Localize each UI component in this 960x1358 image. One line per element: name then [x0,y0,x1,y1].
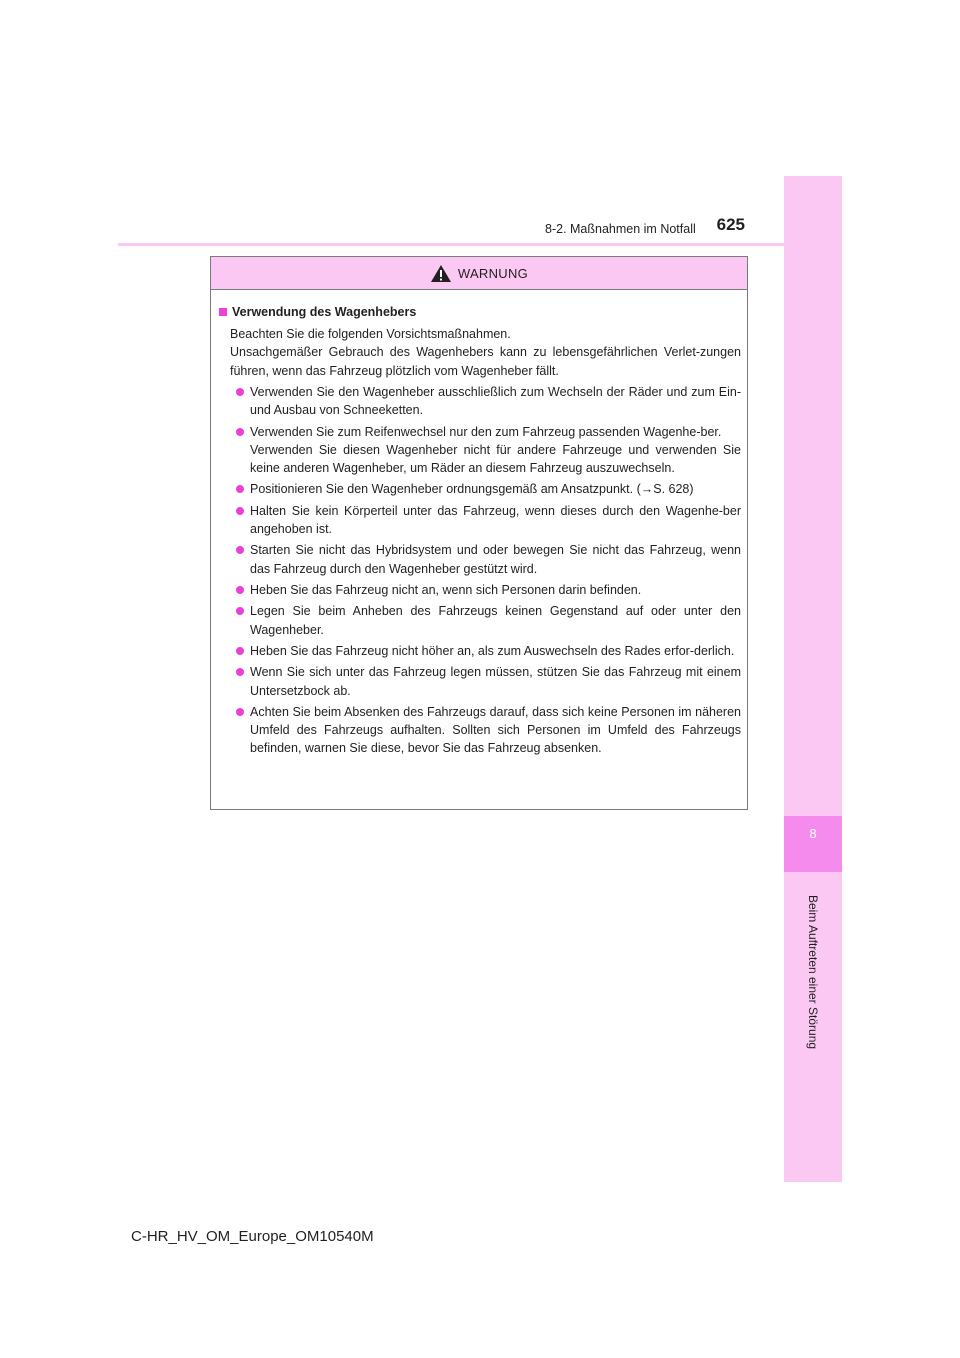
intro-line: Beachten Sie die folgenden Vorsichtsmaßnahmen. [230,327,511,342]
bullet-dot-icon [236,708,244,716]
square-bullet-icon [219,308,227,316]
chapter-label: Beim Auftreten einer Störung [806,894,820,1050]
bullet-dot-icon [236,507,244,515]
list-item: Starten Sie nicht das Hybridsystem und oder bewegen Sie nicht das Fahrzeug, wenn das Fahrzeug durch den Wagenheber gestützt wird. [219,541,741,577]
list-item: Verwenden Sie zum Reifenwechsel nur den zum Fahrzeug passenden Wagenhe-ber. Verwenden Sie diesen Wagenheber nicht für andere Fahrzeuge und verwenden Sie keine anderen Wagenheber, um Räder an diesem Fahrzeug auszuwechseln. [219,423,741,478]
list-item: Heben Sie das Fahrzeug nicht höher an, als zum Auswechseln des Rades erfor-derlich. [219,642,741,660]
chapter-number: 8 [809,826,817,841]
bullet-dot-icon [236,647,244,655]
warning-intro [230,325,741,380]
bullet-dot-icon [236,388,244,396]
document-id: C-HR_HV_OM_Europe_OM10540M [131,1228,374,1245]
list-item: Halten Sie kein Körperteil unter das Fahrzeug, wenn dieses durch den Wagenhe-ber angehoben ist. [219,502,741,538]
section-title: 8-2. Maßnahmen im Notfall [545,222,696,236]
warning-title: WARNUNG [457,265,529,281]
page-number: 625 [716,215,745,234]
warning-topic [219,303,741,321]
bullet-dot-icon [236,607,244,615]
list-item: Positionieren Sie den Wagenheber ordnungsgemäß am Ansatzpunkt. (→S. 628) [219,480,741,498]
warning-header [211,257,747,290]
list-item: Verwenden Sie den Wagenheber ausschließlich zum Wechseln der Räder und zum Ein- und Ausbau von Schneeketten. [219,383,741,419]
warning-topic-text: Verwendung des Wagenhebers [232,305,417,319]
list-item: Legen Sie beim Anheben des Fahrzeugs keinen Gegenstand auf oder unter den Wagenheber. [219,602,741,638]
bullet-dot-icon [236,485,244,493]
chapter-number-tab [784,816,842,872]
intro-line: Unsachgemäßer Gebrauch des Wagenhebers kann zu lebensgefährlichen Verlet-zungen führen, wenn das Fahrzeug plötzlich vom Wagenheber fällt. [230,345,741,378]
list-item: Wenn Sie sich unter das Fahrzeug legen müssen, stützen Sie das Fahrzeug mit einem Untersetzbock ab. [219,663,741,699]
bullet-dot-icon [236,586,244,594]
bullet-dot-icon [236,668,244,676]
bullet-dot-icon [236,428,244,436]
list-item: Achten Sie beim Absenken des Fahrzeugs darauf, dass sich keine Personen im näheren Umfeld des Fahrzeugs aufhalten. Sollten sich Personen im Umfeld des Fahrzeugs befinden, warnen Sie diese, bevor Sie das Fahrzeug absenken. [219,703,741,758]
warning-box [210,256,748,810]
header-rule [118,243,842,246]
precaution-list [219,383,741,758]
warning-triangle-icon [430,264,452,283]
list-item: Heben Sie das Fahrzeug nicht an, wenn sich Personen darin befinden. [219,581,741,599]
warning-body [211,290,747,758]
bullet-dot-icon [236,546,244,554]
